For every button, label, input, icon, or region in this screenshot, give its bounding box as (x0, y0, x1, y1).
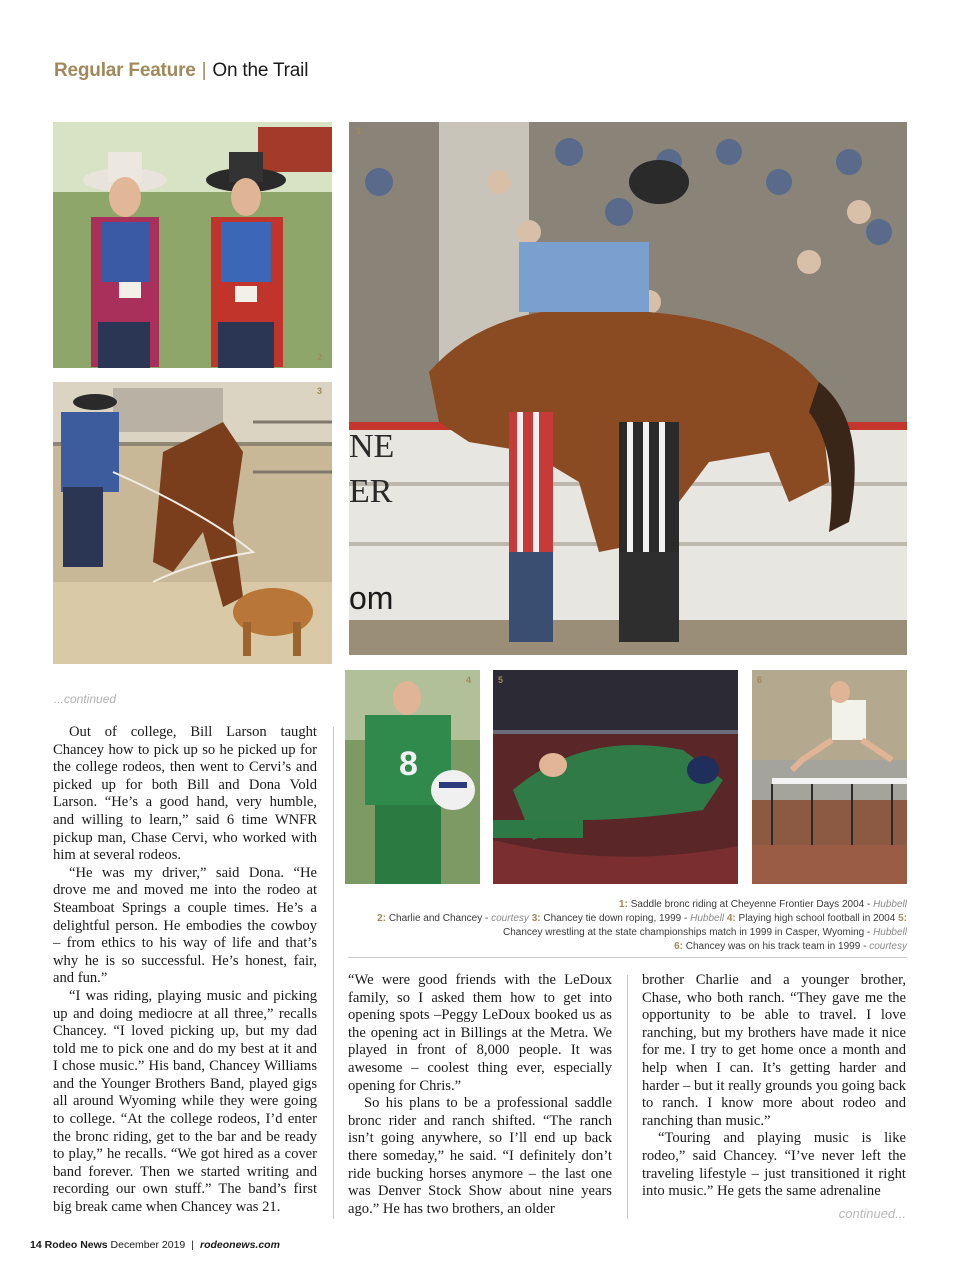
photo-number-3: 3 (317, 386, 323, 396)
caption-line-1: 1: Saddle bronc riding at Cheyenne Frontier Days 2004 - Hubbell (619, 899, 907, 910)
paragraph: brother Charlie and a younger brother, Chase, who both ranch. “They gave me the opportunity to be able to travel. I love ranching, but my brothers have made it nice for me. I try to get home once a month and help when I can. It’s getting harder and harder – but it really grounds you going back to ranch. I know more about rodeo and ranching than music.” (642, 972, 906, 1129)
photo-charlie-and-chancey (53, 122, 332, 368)
paragraph: “We were good friends with the LeDoux family, so I asked them how to get into opening spots –Peggy LeDoux booked us as the opening act in Billings at the Metra. We played in front of 8,000 people. It was awesome – coolest thing ever, especially opening for Chris.” (348, 972, 612, 1094)
section-header (54, 60, 308, 82)
article-column-1 (53, 724, 317, 1217)
svg-text:NE: NE (349, 428, 395, 465)
photo-captions (348, 898, 907, 954)
paragraph: “Touring and playing music is like rodeo,” said Chancey. “I’ve never left the traveling lifestyle – just transitioned it right into music.” He gets the same adrenaline (642, 1130, 906, 1200)
photo-high-school-football (345, 670, 480, 884)
photo-number-5: 5 (498, 675, 504, 685)
paragraph: “I was riding, playing music and picking up and doing mediocre at all three,” recalls Chancey. “I loved picking up, but my dad told me to pick one and do my best at it and I chose music.” His band, Chancey Williams and the Younger Brothers Band, played gigs all around Wyoming while they were going to college. “At the college rodeos, I’d enter the bronc riding, get to the bar and be ready to play,” he recalls. “We got hired as a cover band forever. Then we started writing and recording our own stuff.” The band’s first big break came when Chancey was 21. (53, 987, 317, 1216)
caption-divider (348, 957, 907, 958)
website-link[interactable]: rodeonews.com (200, 1239, 280, 1251)
article-column-2 (348, 972, 612, 1218)
column-divider (333, 727, 334, 1219)
page-footer (30, 1239, 280, 1251)
caption-line-2: 2: Charlie and Chancey - courtesy 3: Chancey tie down roping, 1999 - Hubbell 4: Playing high school football in 2004 5: Chancey wrestling at the state championships match in 1999 in Casper, Wyoming - Hubbell (377, 913, 907, 938)
header-separator: | (201, 60, 207, 81)
paragraph: “He was my driver,” said Dona. “He drove me and moved me into the rodeo at Steamboat Springs a couple times. He’s a delightful person. He embodies the cowboy – from ethics to his way of life and that’s why he is so successful. He’s honest, fair, and fun.” (53, 864, 317, 987)
photo-saddle-bronc-riding (349, 122, 907, 655)
photo-number-6: 6 (757, 675, 763, 685)
svg-text:om: om (349, 580, 394, 616)
photo-tie-down-roping (53, 382, 332, 664)
paragraph: Out of college, Bill Larson taught Chancey how to pick up so he picked up for the college rodeos, then went to Cervi’s and picked up for both Bill and Dona Vold Larson. “He’s a good hand, very humble, and willing to learn,” said 6 time WNFR pickup man, Chase Cervi, who worked with him at several rodeos. (53, 724, 317, 864)
paragraph: So his plans to be a professional saddle bronc rider and ranch shifted. “The ranch isn’t going anywhere, so I’ll end up back there someday,” he said. “I definitely don’t ride bucking horses anymore – the last one was Denver Stock Show about nine years ago.” He has two brothers, an older (348, 1095, 612, 1217)
article-column-3 (642, 972, 906, 1201)
section-category: Regular Feature (54, 60, 196, 81)
magazine-name: Rodeo News (44, 1239, 108, 1251)
footer-separator: | (191, 1239, 194, 1251)
caption-line-3: 6: Chancey was on his track team in 1999 - courtesy (674, 941, 907, 952)
photo-number-2: 2 (317, 352, 323, 362)
svg-text:8: 8 (399, 745, 418, 783)
photo-number-4: 4 (466, 675, 472, 685)
issue-date: December 2019 (110, 1239, 186, 1251)
svg-text:ER: ER (349, 473, 393, 510)
column-divider (627, 975, 628, 1219)
photo-wrestling (493, 670, 738, 884)
photo-number-1: 1 (356, 126, 362, 136)
continued-from-label: ...continued (54, 692, 117, 706)
continued-on-label: continued... (838, 1206, 906, 1221)
section-title: On the Trail (212, 60, 309, 81)
page-number: 14 (30, 1239, 42, 1251)
photo-track-hurdles (752, 670, 907, 884)
